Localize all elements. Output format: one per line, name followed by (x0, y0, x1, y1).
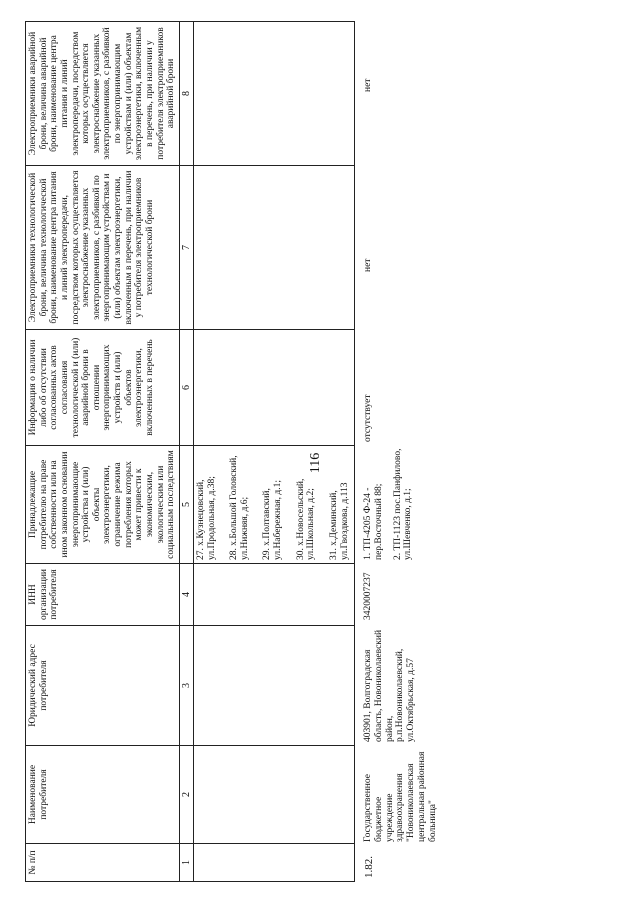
header-cell: Наименование потребителя (26, 746, 180, 844)
header-cell: ИНН организации потребителя (26, 564, 180, 626)
column-number: 5 (179, 446, 193, 564)
rotated-page (25, 22, 625, 882)
header-cell: Юридический адрес потребителя (26, 626, 180, 746)
tech-bron: нет (363, 258, 373, 272)
column-number: 4 (179, 564, 193, 626)
column-number: 3 (179, 626, 193, 746)
consumer-name: Государственное бюджетное учреждение здравоохранения "Новониколаевская центральная районная больница" (363, 751, 438, 842)
empty-cell (193, 844, 354, 882)
column-number: 1 (179, 844, 193, 882)
column-number: 6 (179, 330, 193, 446)
object-item: 28. х.Большой Головский, ул.Нижняя, д.6; (229, 455, 250, 560)
table-header-row (26, 22, 180, 882)
avar-bron: нет (363, 78, 373, 92)
row-number: 1.82. (363, 856, 375, 878)
object-item: 30. х.Новосельский, ул.Школьная, д.2; (295, 478, 317, 560)
consumer-table (25, 21, 355, 882)
object-item: 1. ТП-4205 Ф-24 - пер.Восточный 88; (363, 483, 384, 560)
continuation-objects-cell (193, 446, 354, 564)
object-item: 2. ТП-1123 пос.Панфилово, ул.Шевченко, д.1; (392, 448, 414, 560)
consumer-address: 403901, Волгоградская область, Новониколаевский район, р.п.Новониколаевский, ул.Октябрьская, д.57 (363, 629, 417, 742)
empty-cell (193, 330, 354, 446)
empty-cell (193, 166, 354, 330)
column-number-row (179, 22, 193, 882)
empty-cell (193, 626, 354, 746)
object-item: 27. х.Кузнецовский, ул.Продольная, д.38; (195, 476, 217, 560)
column-number: 8 (179, 22, 193, 166)
column-number: 7 (179, 166, 193, 330)
empty-cell (193, 746, 354, 844)
empty-cell (193, 22, 354, 166)
header-cell: Информация о наличии либо об отсутствии согласованных актов согласования технологической и (или) аварийной брони в отношении энергопринимающих устройств и (или) объектов электроэнергетики, включенных в перечень (26, 330, 180, 446)
consumer-objects (363, 446, 426, 560)
header-cell: Принадлежащие потребителю на праве собственности или на ином законном основании энергопринимающие устройства и (или) объекты электроэнергетики, ограничение режима потребления которых может привести к экономическим, экологическим или социальным последствиям (26, 446, 180, 564)
object-item: 29. х.Полтавский, ул.Набережная, д.1; (262, 480, 284, 560)
acts-info: отсутствует (363, 394, 373, 442)
empty-cell (193, 564, 354, 626)
object-item: 31. х.Деминский, ул.Гвоздкова, д.113 (328, 482, 350, 560)
continuation-row (193, 22, 354, 882)
header-cell: Электроприемники аварийной брони, величина аварийной брони, наименование центра питания и линий электропередачи, посредством которых осуществляется электроснабжение указанных электроприемников, с разбивкой по энергопринимающим устройствам и (или) объектам электроэнергетики, включенным в перечень, при наличии у потребителя электроприемников аварийной брони (26, 22, 180, 166)
header-cell: № п/п (26, 844, 180, 882)
page-number: 116 (308, 452, 324, 474)
column-number: 2 (179, 746, 193, 844)
consumer-inn: 3420007237 (363, 572, 373, 620)
header-cell: Электроприемники технологической брони, величина технологической брони, наименование центра питания и линий электропередачи, посредством которых осуществляется электроснабжение указанных электроприемников, с разбивкой по энергопринимающим устройствам и (или) объектам электроэнергетики, включенным в перечень, при наличии у потребителя электроприемников технологической брони (26, 166, 180, 330)
